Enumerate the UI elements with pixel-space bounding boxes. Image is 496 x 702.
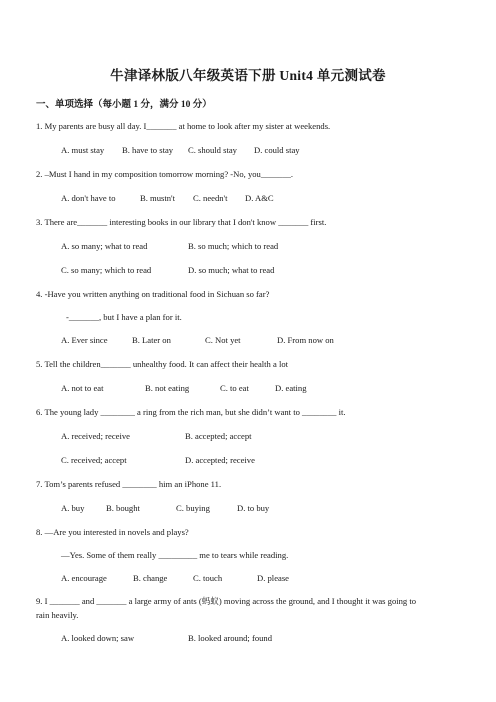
option-a: A. don't have to [61, 193, 116, 203]
option-c: C. needn't [193, 193, 228, 203]
option-d: D. A&C [245, 193, 274, 203]
option-b: B. bought [106, 503, 140, 513]
question-9-options [61, 632, 272, 644]
question-3-options-row-2 [61, 264, 274, 276]
option-d: D. so much; what to read [188, 265, 275, 275]
option-d: D. From now on [277, 335, 334, 345]
page-title: 牛津译林版八年级英语下册 Unit4 单元测试卷 [110, 68, 386, 83]
option-a: A. must stay [61, 145, 105, 155]
option-c: C. to eat [220, 383, 249, 393]
question-6-options-row-1 [61, 430, 252, 442]
option-a: A. buy [61, 503, 85, 513]
question-5-options [61, 382, 307, 394]
question-9: 9. I _______ and _______ a large army of ants (蚂蚁) moving across the ground, and I thought it was going to [36, 596, 417, 606]
option-a: A. looked down; saw [61, 633, 135, 643]
question-3-options-row-1 [61, 240, 278, 252]
option-c: C. buying [176, 503, 210, 513]
question-7: 7. Tom’s parents refused ________ him an iPhone 11. [36, 479, 222, 489]
question-8-reply: —Yes. Some of them really _________ me to tears while reading. [61, 550, 289, 560]
option-b: B. mustn't [140, 193, 175, 203]
question-4-reply: -_______, but I have a plan for it. [66, 312, 182, 322]
option-b: B. change [133, 573, 168, 583]
option-d: D. could stay [254, 145, 300, 155]
option-b: B. not eating [145, 383, 190, 393]
option-a: A. Ever since [61, 335, 108, 345]
option-c: C. received; accept [61, 455, 127, 465]
option-c: C. so many; which to read [61, 265, 152, 275]
question-4-options [61, 334, 334, 346]
question-8-options [61, 572, 289, 584]
question-3: 3. There are_______ interesting books in our library that I don't know _______ first. [36, 217, 327, 227]
question-4: 4. -Have you written anything on traditional food in Sichuan so far? [36, 289, 270, 299]
option-b: B. Later on [132, 335, 171, 345]
option-a: A. so many; what to read [61, 241, 148, 251]
question-6: 6. The young lady ________ a ring from the rich man, but she didn’t want to ________ it. [36, 407, 346, 417]
option-b: B. looked around; found [188, 633, 273, 643]
question-5: 5. Tell the children_______ unhealthy food. It can affect their health a lot [36, 359, 289, 369]
option-c: C. should stay [188, 145, 237, 155]
question-9-continued: rain heavily. [36, 610, 79, 620]
option-b: B. accepted; accept [185, 431, 252, 441]
option-a: A. not to eat [61, 383, 104, 393]
option-a: A. received; receive [61, 431, 130, 441]
option-c: C. touch [193, 573, 223, 583]
option-b: B. have to stay [122, 145, 174, 155]
question-8: 8. —Are you interested in novels and plays? [36, 527, 189, 537]
question-1: 1. My parents are busy all day. I_______ at home to look after my sister at weekends. [36, 121, 331, 131]
option-a: A. encourage [61, 573, 107, 583]
question-1-options [61, 144, 300, 156]
option-d: D. to buy [237, 503, 270, 513]
option-d: D. accepted; receive [185, 455, 255, 465]
option-c: C. Not yet [205, 335, 241, 345]
section-heading: 一、单项选择（每小题 1 分，满分 10 分） [36, 100, 212, 110]
question-2-options [61, 192, 274, 204]
option-b: B. so much; which to read [188, 241, 279, 251]
question-7-options [61, 502, 269, 514]
option-d: D. eating [275, 383, 307, 393]
question-6-options-row-2 [61, 454, 255, 466]
question-2: 2. –Must I hand in my composition tomorrow morning? -No, you_______. [36, 169, 294, 179]
option-d: D. please [257, 573, 289, 583]
